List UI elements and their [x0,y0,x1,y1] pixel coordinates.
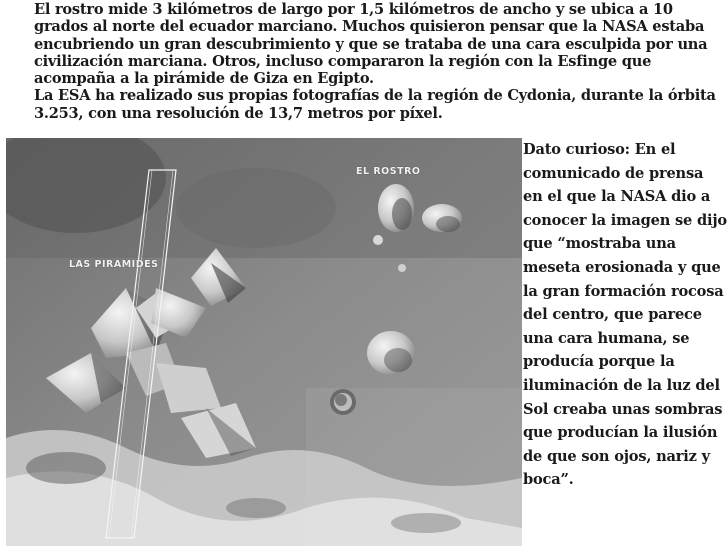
cydonia-photo [6,138,522,546]
intro-paragraph-2: La ESA ha realizado sus propias fotografías de la región de Cydonia, durante la órbita 3.253, con una resolución de 13,7 metros por píxel. [34,87,716,122]
face-label: EL ROSTRO [356,166,421,177]
intro-text [34,1,724,122]
fun-fact-note [523,138,727,492]
fun-fact-text: Dato curioso: En el comunicado de prensa en el que la NASA dio a conocer la imagen se dijo que “mostraba una meseta erosionada y que la gran formación rocosa del centro, que parece una cara humana, se producía porque la iluminación de la luz del Sol creaba unas sombras que producían la ilusión de que son ojos, nariz y boca”. [523,141,727,489]
crater [330,389,356,415]
right-mesa [367,331,415,375]
pyramids-label: LAS PIRAMIDES [69,259,159,270]
intro-paragraph-1: El rostro mide 3 kilómetros de largo por 1,5 kilómetros de ancho y se ubica a 10 grados al norte del ecuador marciano. Muchos quisieron pensar que la NASA estaba encubriendo un gran descubrimiento y que se trataba de una cara esculpida por una civilización marciana. Otros, incluso compararon la región con la Esfinge que acompaña a la pirámide de Giza en Egipto. [34,1,708,88]
cydonia-terrain-image [6,138,522,546]
